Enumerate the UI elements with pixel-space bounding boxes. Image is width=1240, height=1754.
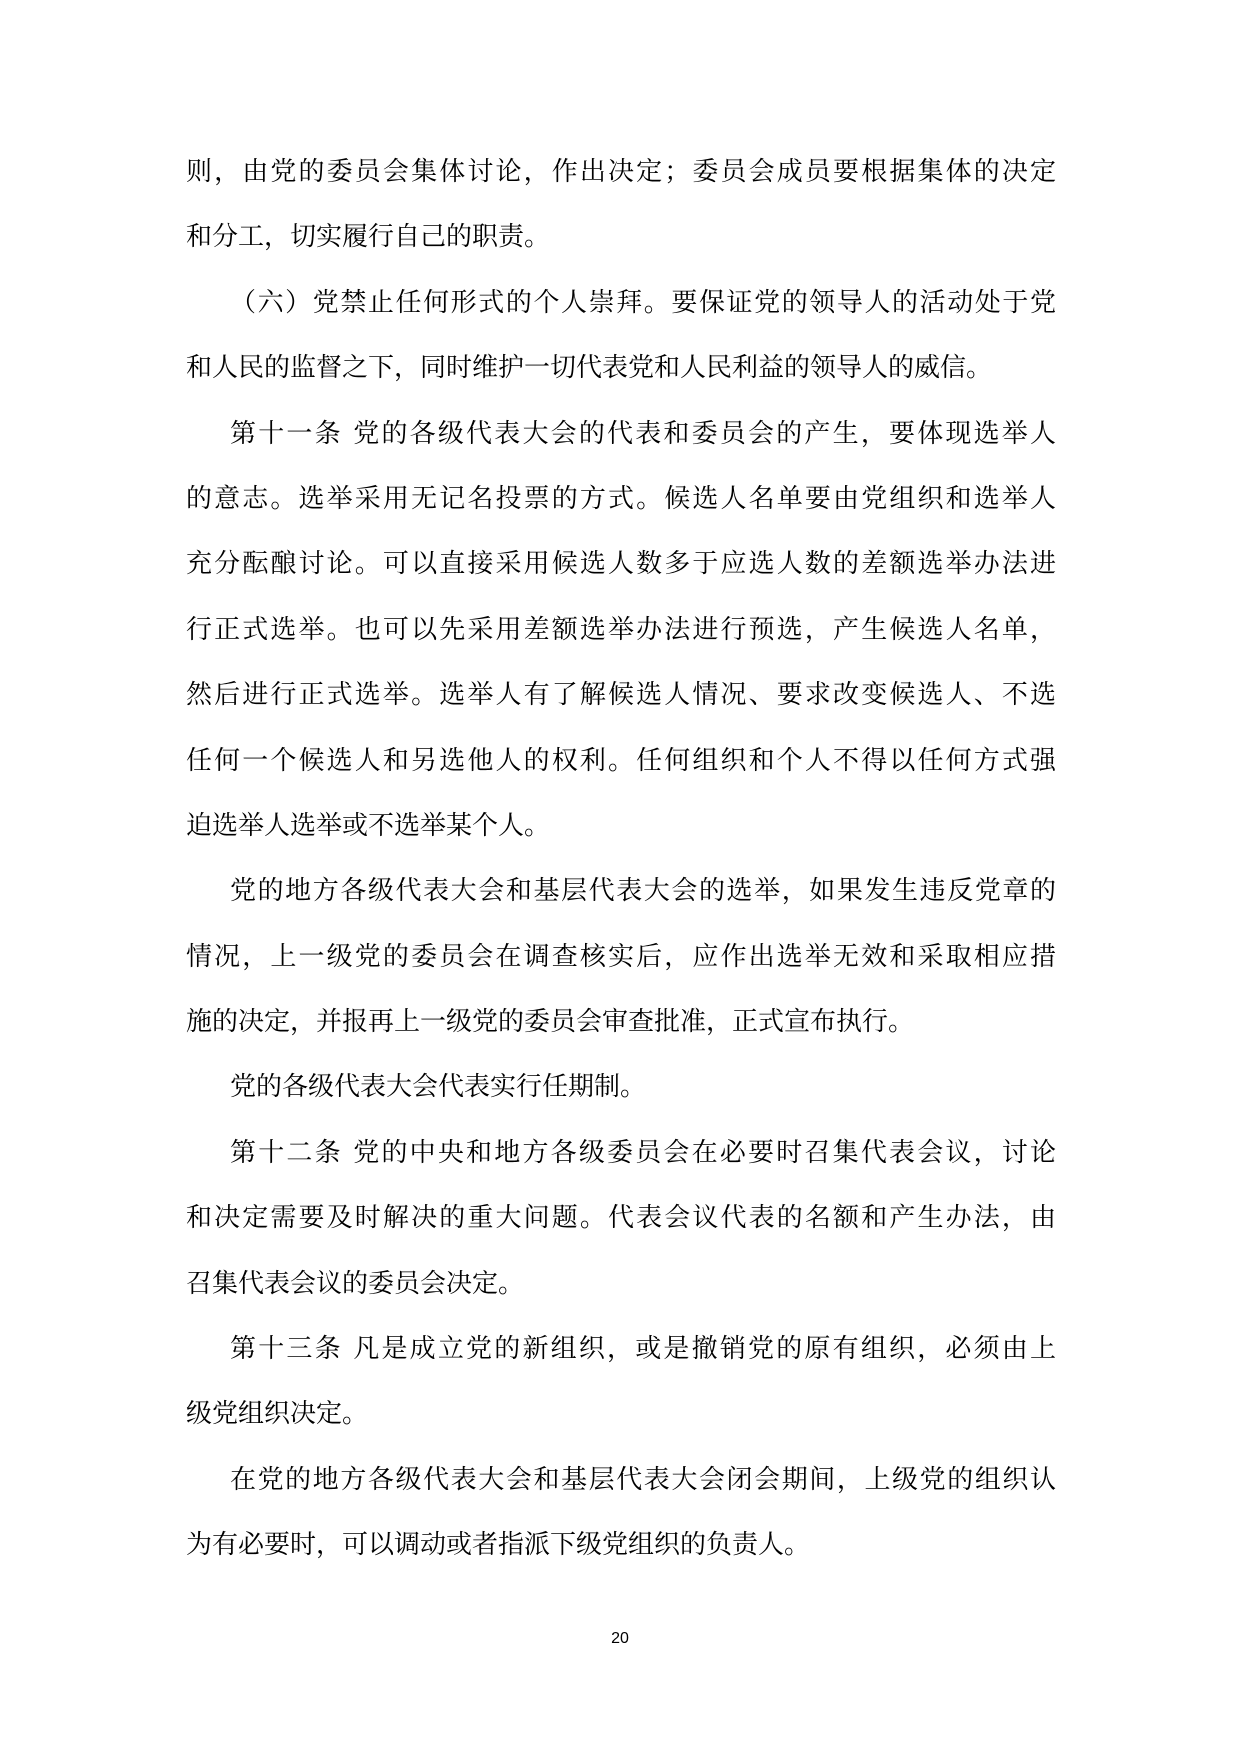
text-line: 第十三条 凡是成立党的新组织，或是撤销党的原有组织，必须由上 [230,1334,1056,1365]
text-line: 和分工，切实履行自己的职责。 [186,222,551,253]
text-line: 则，由党的委员会集体讨论，作出决定；委员会成员要根据集体的决定 [186,157,1056,187]
text-line: 党的地方各级代表大会和基层代表大会的选举，如果发生违反党章的 [230,876,1056,907]
page-number: 20 [611,1630,629,1647]
text-line: 行正式选举。也可以先采用差额选举办法进行预选，产生候选人名单， [186,614,1056,645]
text-line: 在党的地方各级代表大会和基层代表大会闭会期间，上级党的组织认 [230,1464,1056,1495]
text-line: 第十二条 党的中央和地方各级委员会在必要时召集代表会议，讨论 [230,1137,1056,1168]
text-line: 第十一条 党的各级代表大会的代表和委员会的产生，要体现选举人 [230,418,1056,449]
text-line: 级党组织决定。 [186,1399,369,1430]
text-line: 为有必要时，可以调动或者指派下级党组织的负责人。 [186,1530,811,1561]
text-line: 迫选举人选举或不选举某个人。 [186,810,551,841]
text-line: 任何一个候选人和另选他人的权利。任何组织和个人不得以任何方式强 [186,745,1056,776]
text-line: 的意志。选举采用无记名投票的方式。候选人名单要由党组织和选举人 [186,483,1056,514]
text-line: 和人民的监督之下，同时维护一切代表党和人民利益的领导人的威信。 [186,353,993,384]
text-line: 然后进行正式选举。选举人有了解候选人情况、要求改变候选人、不选 [186,680,1056,711]
text-line: 施的决定，并报再上一级党的委员会审查批准，正式宣布执行。 [186,1007,915,1038]
text-line: 召集代表会议的委员会决定。 [186,1268,525,1299]
text-line: 和决定需要及时解决的重大问题。代表会议代表的名额和产生办法，由 [186,1203,1056,1234]
text-line: 充分酝酿讨论。可以直接采用候选人数多于应选人数的差额选举办法进 [186,549,1056,580]
text-line: 情况，上一级党的委员会在调查核实后，应作出选举无效和采取相应措 [186,941,1056,972]
text-line: 党的各级代表大会代表实行任期制。 [230,1072,647,1103]
body-text [186,159,1056,1598]
text-line: （六）党禁止任何形式的个人崇拜。要保证党的领导人的活动处于党 [230,287,1056,318]
